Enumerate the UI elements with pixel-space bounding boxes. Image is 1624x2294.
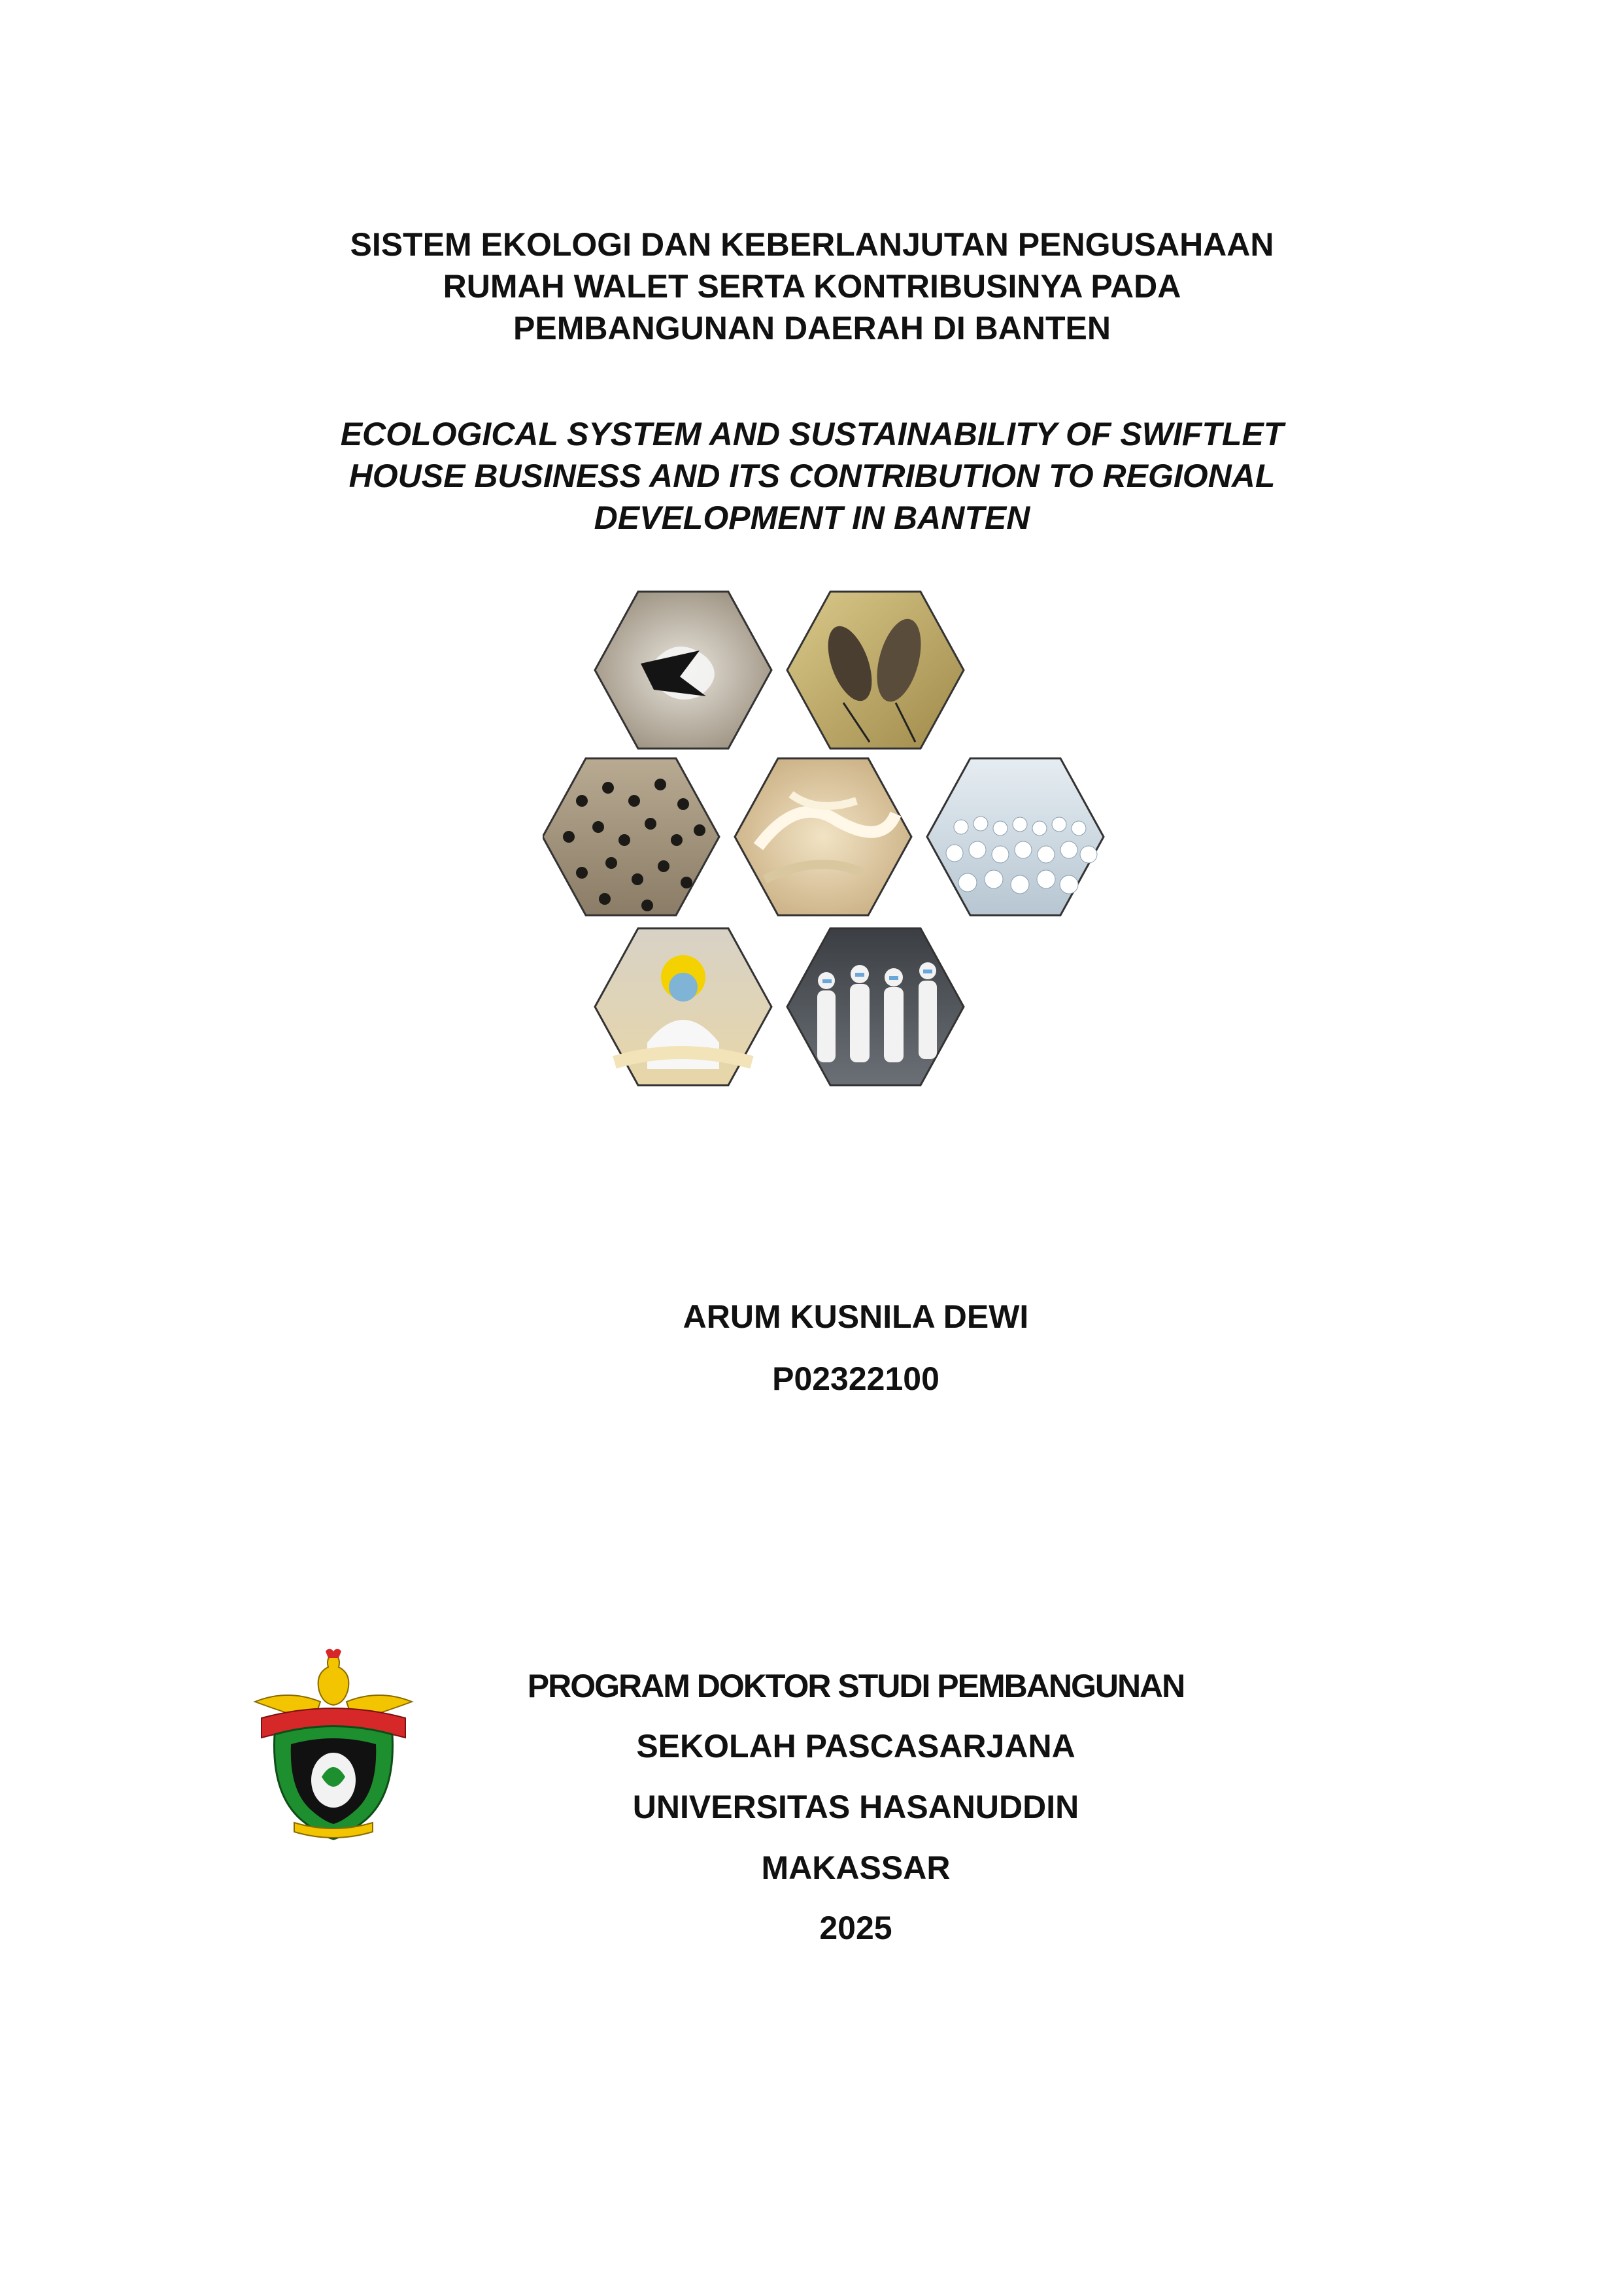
title-english — [0, 413, 1624, 539]
title-line: SISTEM EKOLOGI DAN KEBERLANJUTAN PENGUSAHAAN — [350, 226, 1274, 263]
title-line: PEMBANGUNAN DAERAH DI BANTEN — [513, 310, 1111, 346]
workers-group-photo — [787, 928, 964, 1085]
swiftlet-birds-photo — [787, 592, 964, 749]
nesting-wall-photo — [543, 758, 719, 915]
processing-factory-photo — [927, 758, 1104, 915]
university-name: UNIVERSITAS HASANUDDIN — [632, 1789, 1079, 1825]
hexagon-photo-collage — [543, 585, 1151, 1108]
subtitle-line: HOUSE BUSINESS AND ITS CONTRIBUTION TO REGIONAL — [348, 458, 1276, 494]
swiftlet-nest-photo — [595, 592, 771, 749]
school-name: SEKOLAH PASCASARJANA — [636, 1728, 1075, 1764]
author-name: ARUM KUSNILA DEWI — [683, 1298, 1029, 1335]
nest-cleaning-worker-photo — [595, 928, 771, 1085]
subtitle-line: ECOLOGICAL SYSTEM AND SUSTAINABILITY OF SWIFTLET — [340, 416, 1284, 452]
subtitle-line: DEVELOPMENT IN BANTEN — [594, 499, 1030, 536]
year: 2025 — [819, 1910, 892, 1946]
city-name: MAKASSAR — [761, 1849, 951, 1886]
student-id: P02322100 — [772, 1360, 939, 1397]
title-indonesian — [0, 224, 1624, 349]
program-name: PROGRAM DOKTOR STUDI PEMBANGUNAN — [527, 1668, 1185, 1704]
title-line: RUMAH WALET SERTA KONTRIBUSINYA PADA — [443, 268, 1181, 305]
edible-bird-nest-photo — [735, 758, 911, 915]
